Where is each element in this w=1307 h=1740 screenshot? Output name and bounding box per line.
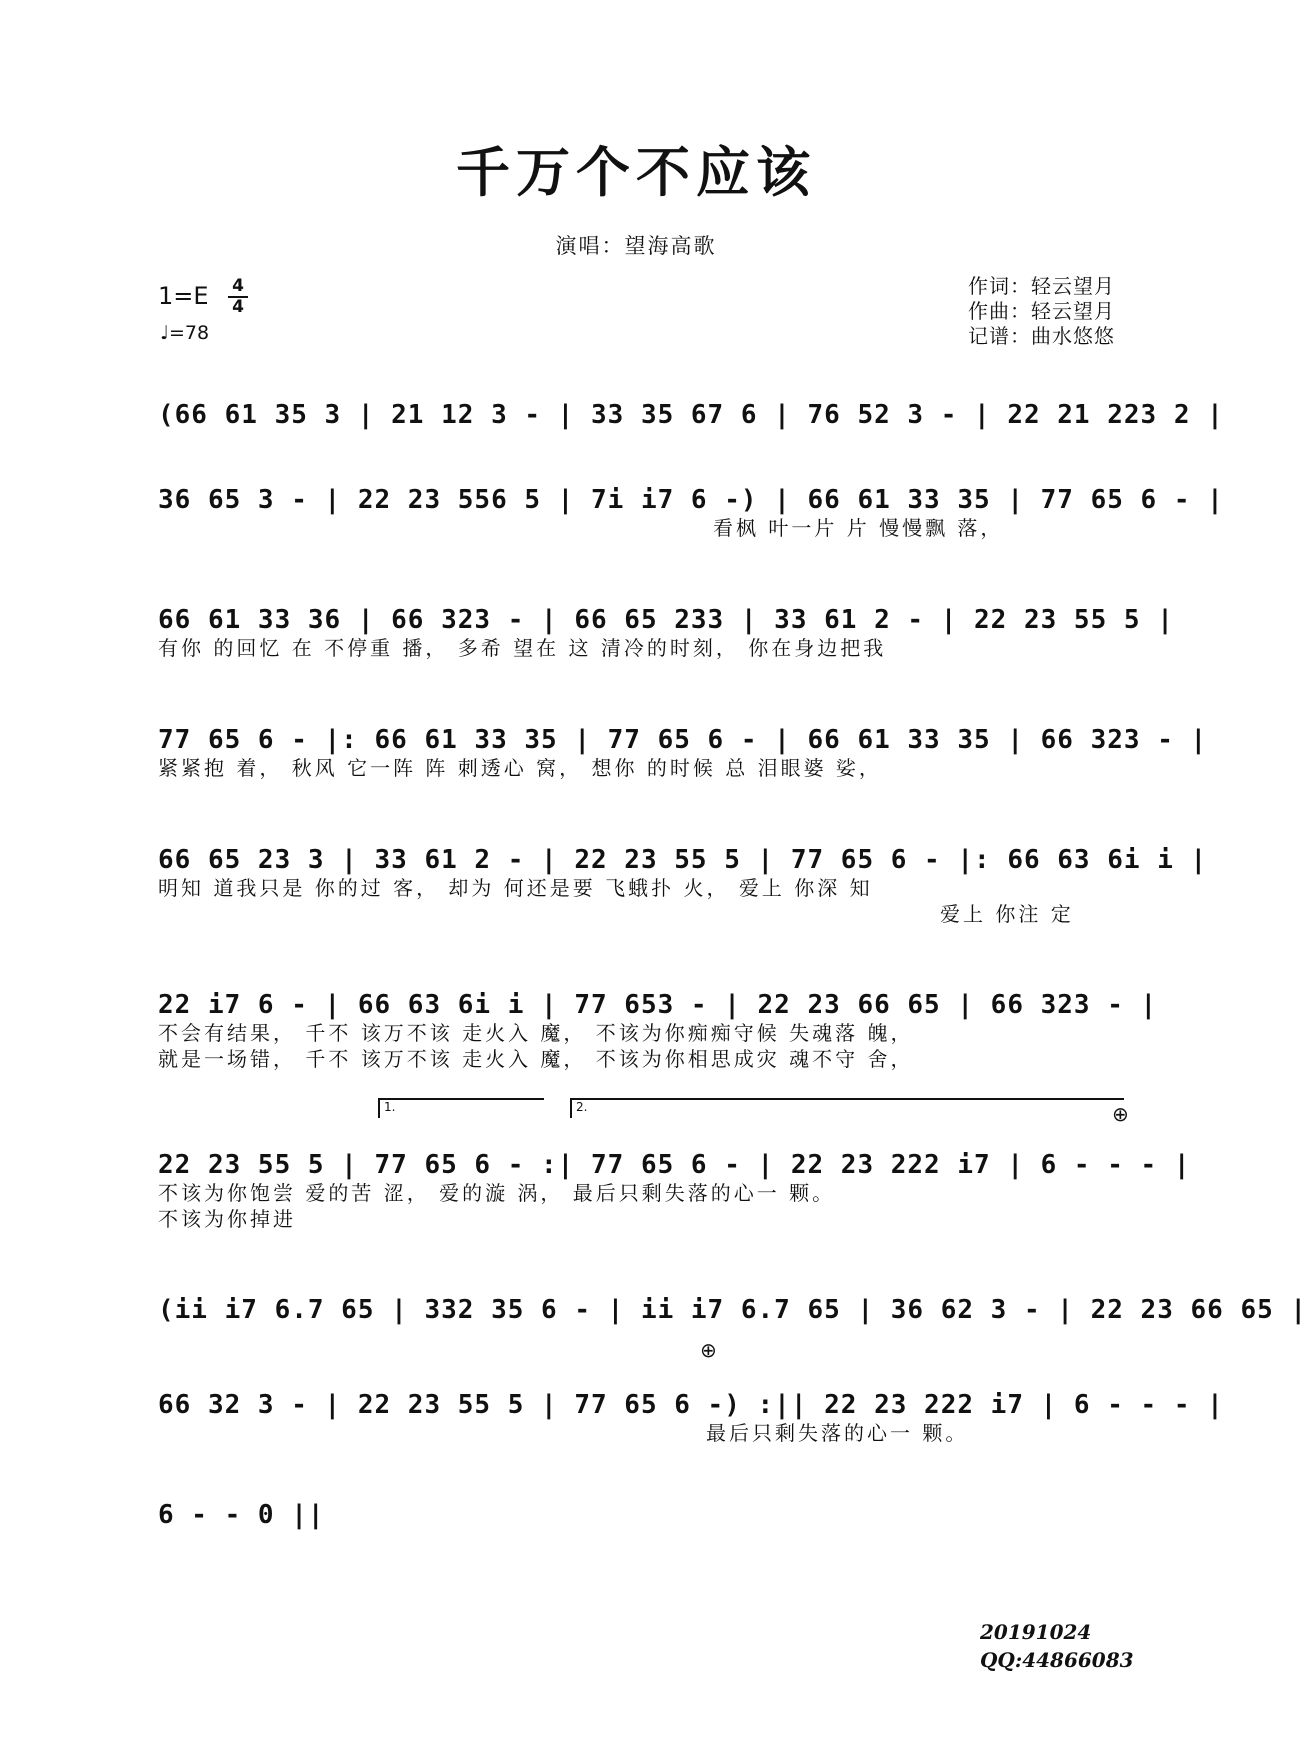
lyric-line: 最后只剩失落的心一 颗。 xyxy=(706,1421,969,1445)
score-row-2 xyxy=(158,455,1224,541)
score-row-9 xyxy=(158,1360,1224,1446)
score-row-7 xyxy=(158,1120,1191,1232)
volta-1: 1. xyxy=(378,1098,544,1118)
tempo-marking: ♩=78 xyxy=(160,322,210,344)
singer-line: 演唱：望海高歌 xyxy=(555,234,717,258)
score-row-1 xyxy=(158,370,1224,430)
score-row-3 xyxy=(158,575,1174,661)
lyric-line: 不会有结果， 千不 该万不该 走火入 魔， 不该为你痴痴守候 失魂落 魄， xyxy=(158,1021,914,1045)
lyric-line: 紧紧抱 着， 秋风 它一阵 阵 刺透心 窝， 想你 的时候 总 泪眼婆 娑， xyxy=(158,756,882,780)
notation-line: 66 65 23 3 | 33 61 2 - | 22 23 55 5 | 77 65 6 - |: 66 63 6i i | xyxy=(158,845,1208,875)
page-title: 千万个不应该 xyxy=(456,140,816,204)
notation-line: 22 23 55 5 | 77 65 6 - :| 77 65 6 - | 22 23 222 i7 | 6 - - - | xyxy=(158,1150,1191,1180)
lyricist: 作词：轻云望月 xyxy=(968,274,1115,298)
volta-2: 2. xyxy=(570,1098,1124,1118)
transcriber: 记谱：曲水悠悠 xyxy=(968,324,1115,348)
notation-line: 66 32 3 - | 22 23 55 5 | 77 65 6 -) :|| 22 23 222 i7 | 6 - - - | xyxy=(158,1390,1224,1420)
lyric-line-alt: 爱上 你注 定 xyxy=(940,902,1074,926)
meter-bottom: 4 xyxy=(232,297,244,317)
coda-sign: ⊕ xyxy=(1112,1102,1129,1126)
date-text: 20191024 xyxy=(980,1620,1092,1644)
score-row-10 xyxy=(158,1470,338,1530)
footer-date xyxy=(980,1618,1134,1674)
notation-line: 22 i7 6 - | 66 63 6i i | 77 653 - | 22 23 66 65 | 66 323 - | xyxy=(158,990,1158,1020)
notation-line: (ii i7 6.7 65 | 332 35 6 - | ii i7 6.7 65 | 36 62 3 - | 22 23 66 65 | xyxy=(158,1295,1307,1325)
lyric-line: 明知 道我只是 你的过 客， 却为 何还是要 飞蛾扑 火， 爱上 你深 知 xyxy=(158,876,873,900)
lyric-line-alt: 不该为你掉进 xyxy=(158,1207,296,1231)
key-signature: 1=E xyxy=(158,282,209,310)
notation-line: (66 61 35 3 | 21 12 3 - | 33 35 67 6 | 76 52 3 - | 22 21 223 2 | xyxy=(158,400,1224,430)
notation-line: 6 - - 0 || xyxy=(158,1500,325,1530)
score-row-4 xyxy=(158,695,1208,781)
time-signature xyxy=(228,278,248,316)
lyric-line: 不该为你饱尝 爱的苦 涩， 爱的漩 涡， 最后只剩失落的心一 颗。 xyxy=(158,1181,836,1205)
notation-line: 36 65 3 - | 22 23 556 5 | 7i i7 6 -) | 66 61 33 35 | 77 65 6 - | xyxy=(158,485,1224,515)
qq-text: QQ:44866083 xyxy=(980,1648,1134,1672)
credits xyxy=(968,274,1115,349)
lyric-line: 有你 的回忆 在 不停重 播， 多希 望在 这 清冷的时刻， 你在身边把我 xyxy=(158,636,887,660)
composer: 作曲：轻云望月 xyxy=(968,299,1115,323)
score-row-6 xyxy=(158,960,1158,1072)
notation-line: 77 65 6 - |: 66 61 33 35 | 77 65 6 - | 66 61 33 35 | 66 323 - | xyxy=(158,725,1208,755)
lyric-line: 看枫 叶一片 片 慢慢飘 落， xyxy=(713,516,1004,540)
notation-line: 66 61 33 36 | 66 323 - | 66 65 233 | 33 61 2 - | 22 23 55 5 | xyxy=(158,605,1174,635)
score-row-5 xyxy=(158,815,1208,927)
score-row-8 xyxy=(158,1265,1307,1325)
meter-top: 4 xyxy=(232,276,244,296)
lyric-line-alt: 就是一场错， 千不 该万不该 走火入 魔， 不该为你相思成灾 魂不守 舍， xyxy=(158,1047,914,1071)
coda-sign-2: ⊕ xyxy=(700,1338,717,1362)
